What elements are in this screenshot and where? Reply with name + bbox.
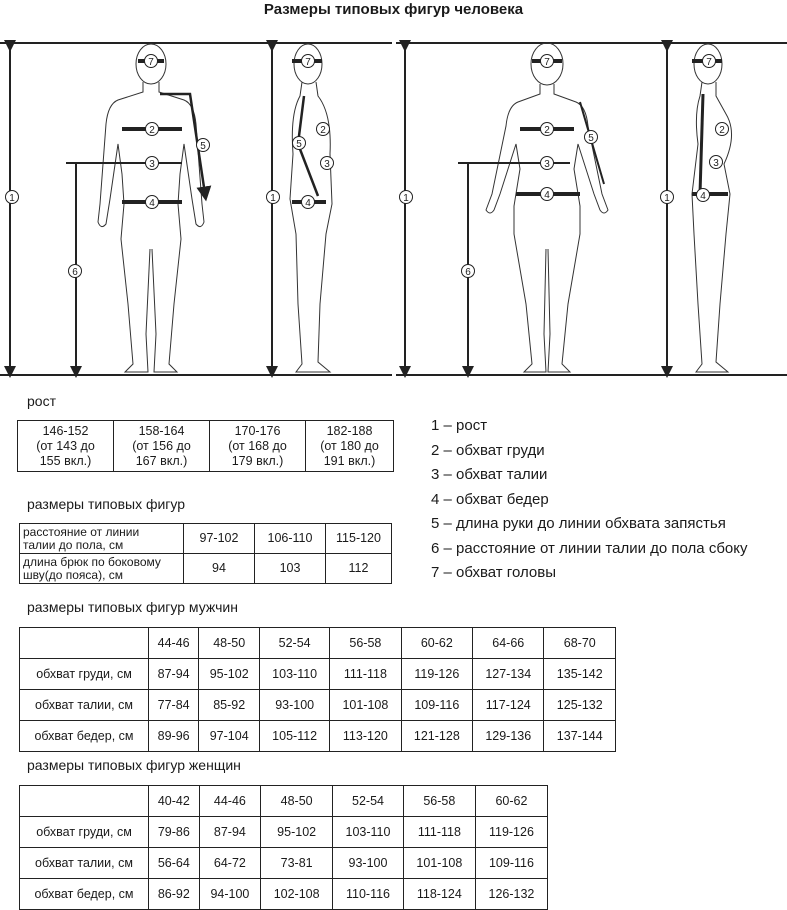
marker-7: 7 (148, 57, 154, 68)
table-cell: 113-120 (330, 721, 401, 752)
marker-5: 5 (588, 133, 594, 144)
table-cell: 95-102 (261, 817, 333, 848)
table-cell: 118-124 (403, 879, 475, 910)
height-cell: 182-188 (от 180 до 191 вкл.) (306, 421, 394, 472)
measurement-legend (431, 414, 747, 586)
table-row (20, 554, 392, 584)
row-label: длина брюк по боковому шву(до пояса), см (20, 554, 184, 584)
marker-2: 2 (544, 125, 550, 136)
marker-1: 1 (270, 193, 276, 204)
row-label: обхват талии, см (20, 848, 149, 879)
marker-7: 7 (544, 57, 550, 68)
table-cell: 135-142 (544, 659, 616, 690)
legend-item: 2 – обхват груди (431, 441, 545, 459)
height-cell: 170-176 (от 168 до 179 вкл.) (210, 421, 306, 472)
legend-item: 4 – обхват бедер (431, 490, 549, 508)
row-label: обхват бедер, см (20, 879, 149, 910)
marker-6: 6 (465, 267, 471, 278)
table-cell: 112 (326, 554, 392, 584)
size-header: 44-46 (149, 628, 199, 659)
table-cell: 101-108 (403, 848, 475, 879)
table-cell: 126-132 (475, 879, 547, 910)
table-cell: 109-116 (475, 848, 547, 879)
height-cell: 146-152 (от 143 до 155 вкл.) (18, 421, 114, 472)
table-cell: 95-102 (199, 659, 260, 690)
table-cell: 97-104 (199, 721, 260, 752)
table-cell: 125-132 (544, 690, 616, 721)
size-header: 48-50 (199, 628, 260, 659)
table-cell: 93-100 (333, 848, 404, 879)
section-typical-label: размеры типовых фигур (27, 496, 186, 512)
table-row (20, 524, 392, 554)
marker-2: 2 (719, 125, 725, 136)
table-cell: 97-102 (184, 524, 255, 554)
legend-item: 5 – длина руки до линии обхвата запястья (431, 515, 726, 532)
row-label: расстояние от линии талии до пола, см (20, 524, 184, 554)
woman-front-figure (486, 43, 608, 372)
marker-2: 2 (149, 125, 155, 136)
table-cell: 105-112 (260, 721, 330, 752)
size-header: 60-62 (475, 786, 547, 817)
table-cell: 137-144 (544, 721, 616, 752)
table-cell: 119-126 (401, 659, 472, 690)
table-cell: 101-108 (330, 690, 401, 721)
men-size-table (19, 627, 616, 752)
size-header: 48-50 (261, 786, 333, 817)
section-men-label: размеры типовых фигур мужчин (27, 599, 238, 615)
table-cell: 127-134 (473, 659, 544, 690)
body-figures-illustration (0, 34, 787, 379)
typical-table (19, 523, 392, 584)
table-cell: 117-124 (473, 690, 544, 721)
size-header: 52-54 (260, 628, 330, 659)
marker-5: 5 (200, 141, 206, 152)
table-cell: 109-116 (401, 690, 472, 721)
size-header: 56-58 (330, 628, 401, 659)
table-cell: 89-96 (149, 721, 199, 752)
size-header: 68-70 (544, 628, 616, 659)
marker-5: 5 (296, 139, 302, 150)
table-cell: 94 (184, 554, 255, 584)
size-header: 52-54 (333, 786, 404, 817)
women-size-table (19, 785, 548, 910)
table-cell: 94-100 (199, 879, 260, 910)
table-cell: 93-100 (260, 690, 330, 721)
table-row (20, 690, 616, 721)
marker-4: 4 (700, 191, 706, 202)
marker-1: 1 (9, 193, 15, 204)
marker-1: 1 (403, 193, 409, 204)
marker-4: 4 (305, 198, 311, 209)
row-label: обхват бедер, см (20, 721, 149, 752)
legend-item: 6 – расстояние от линии талии до пола сбоку (431, 539, 748, 557)
table-cell: 56-64 (149, 848, 200, 879)
table-cell: 111-118 (403, 817, 475, 848)
marker-2: 2 (320, 125, 326, 136)
marker-7: 7 (706, 57, 712, 68)
marker-6: 6 (72, 267, 78, 278)
table-cell: 121-128 (401, 721, 472, 752)
marker-3: 3 (149, 159, 155, 170)
table-cell: 103-110 (333, 817, 404, 848)
table-cell: 110-116 (333, 879, 404, 910)
marker-3: 3 (713, 158, 719, 169)
marker-3: 3 (324, 159, 330, 170)
table-cell: 73-81 (261, 848, 333, 879)
table-cell: 77-84 (149, 690, 199, 721)
table-cell: 87-94 (149, 659, 199, 690)
table-cell: 111-118 (330, 659, 401, 690)
height-table (17, 420, 394, 472)
row-label: обхват груди, см (20, 817, 149, 848)
table-row (20, 848, 548, 879)
table-cell: 119-126 (475, 817, 547, 848)
table-cell: 115-120 (326, 524, 392, 554)
page-title: Размеры типовых фигур человека (263, 1, 524, 18)
size-header: 40-42 (149, 786, 200, 817)
table-cell: 85-92 (199, 690, 260, 721)
size-header: 44-46 (199, 786, 260, 817)
table-cell: 106-110 (255, 524, 326, 554)
table-row (20, 659, 616, 690)
marker-4: 4 (544, 190, 550, 201)
legend-item: 1 – рост (431, 417, 488, 434)
marker-7: 7 (305, 57, 311, 68)
section-women-label: размеры типовых фигур женщин (27, 757, 241, 773)
row-label: обхват талии, см (20, 690, 149, 721)
table-cell: 86-92 (149, 879, 200, 910)
marker-1: 1 (664, 193, 670, 204)
legend-item: 7 – обхват головы (431, 564, 556, 581)
table-cell: 79-86 (149, 817, 200, 848)
table-cell: 103-110 (260, 659, 330, 690)
size-header: 60-62 (401, 628, 472, 659)
table-cell: 129-136 (473, 721, 544, 752)
table-header-row (20, 628, 616, 659)
size-header: 64-66 (473, 628, 544, 659)
size-header: 56-58 (403, 786, 475, 817)
woman-side-figure (692, 44, 732, 372)
marker-3: 3 (544, 159, 550, 170)
table-cell: 64-72 (199, 848, 260, 879)
table-row (20, 721, 616, 752)
section-height-label: рост (27, 393, 56, 409)
table-row (20, 817, 548, 848)
table-cell: 102-108 (261, 879, 333, 910)
row-label: обхват груди, см (20, 659, 149, 690)
legend-item: 3 – обхват талии (431, 466, 548, 483)
table-cell: 87-94 (199, 817, 260, 848)
marker-4: 4 (149, 198, 155, 209)
table-header-row (20, 786, 548, 817)
height-cell: 158-164 (от 156 до 167 вкл.) (114, 421, 210, 472)
table-cell: 103 (255, 554, 326, 584)
